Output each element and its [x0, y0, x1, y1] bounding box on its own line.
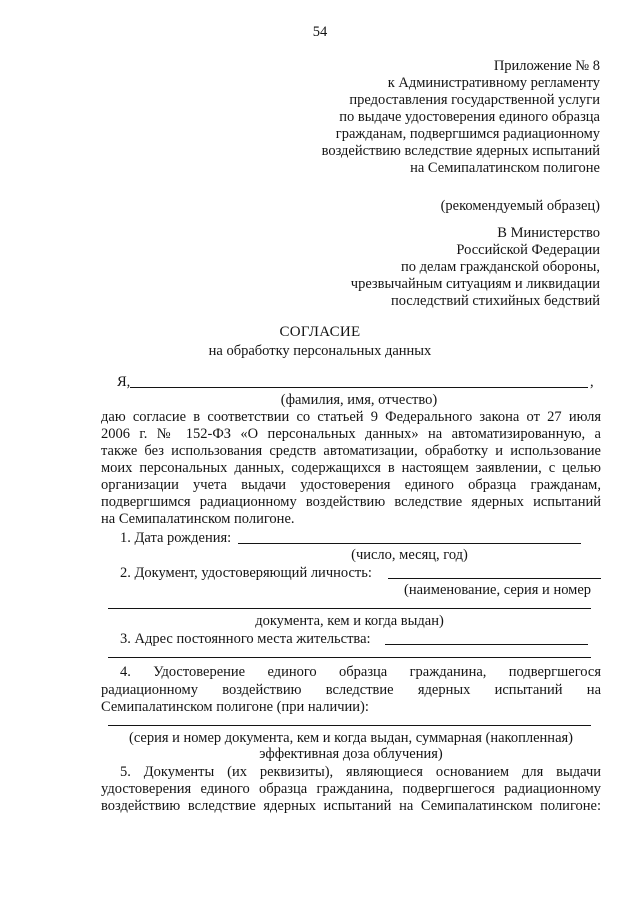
certificate-caption-2: эффективная доза облучения): [259, 746, 443, 762]
page-number: 54: [312, 24, 328, 40]
birth-date-label: 1. Дата рождения:: [120, 530, 232, 546]
appendix-line: на Семипалатинском полигоне: [410, 160, 600, 176]
residence-address-label: 3. Адрес постоянного места жительства:: [120, 631, 371, 647]
appendix-line: по выдаче удостоверения единого образца: [339, 109, 600, 125]
appendix-line: гражданам, подвергшимся радиационному: [335, 126, 600, 142]
addressee-line: чрезвычайным ситуациям и ликвидации: [350, 276, 600, 292]
consent-paragraph: [101, 409, 601, 528]
recommended-text: (рекомендуемый образец): [440, 198, 600, 214]
consent-line: 2006 г. № 152-ФЗ «О персональных данных» на автоматизированную, а: [101, 426, 601, 442]
item4-line-3: Семипалатинском полигоне (при наличии):: [101, 699, 369, 715]
addressee-block: [351, 225, 600, 310]
fio-suffix: ,: [590, 374, 594, 390]
appendix-line: Приложение № 8: [493, 58, 600, 74]
identity-document-caption-2: документа, кем и когда выдан): [255, 613, 444, 629]
appendix-line: предоставления государственной услуги: [349, 92, 600, 108]
consent-line: моих персональных данных, содержащихся в настоящем заявлении, с целью: [101, 460, 601, 476]
item5-line-2: удостоверения единого образца гражданина, подвергшегося радиационному: [101, 781, 601, 797]
consent-line: также без использования средств автоматизации, обработку и использование: [101, 443, 601, 459]
consent-line: организации учета выдачи удостоверения единого образца гражданам,: [101, 477, 601, 493]
addressee-line: В Министерство: [497, 225, 600, 241]
residence-address-field-line-2[interactable]: [108, 657, 591, 658]
fio-field-line[interactable]: [130, 387, 588, 388]
consent-line: подвергшимся радиационному воздействию вследствие ядерных испытаний: [101, 494, 601, 510]
item5-line-1: 5. Документы (их реквизиты), являющиеся основанием для выдачи: [120, 764, 601, 780]
addressee-line: Российской Федерации: [456, 242, 600, 258]
recommended-sample-note: [441, 198, 600, 215]
residence-address-field-line[interactable]: [385, 644, 588, 645]
appendix-header: [322, 58, 600, 177]
consent-line: даю согласие в соответствии со статьей 9 Федерального закона от 27 июля: [101, 409, 601, 425]
item5-line-3: воздействию вследствие ядерных испытаний на Семипалатинском полигоне:: [101, 798, 601, 814]
appendix-line: к Административному регламенту: [387, 75, 600, 91]
identity-document-field-line-2[interactable]: [108, 608, 591, 609]
certificate-field-line[interactable]: [108, 725, 591, 726]
fio-caption: (фамилия, имя, отчество): [280, 392, 438, 408]
item4-line-1: 4. Удостоверение единого образца гражданина, подвергшегося: [120, 664, 601, 680]
birth-date-caption: (число, месяц, год): [351, 547, 468, 563]
addressee-line: последствий стихийных бедствий: [390, 293, 600, 309]
document-subtitle: на обработку персональных данных: [208, 343, 432, 359]
addressee-line: по делам гражданской обороны,: [400, 259, 600, 275]
item4-line-2: радиационному воздействию вследствие ядерных испытаний на: [101, 682, 601, 698]
identity-document-label: 2. Документ, удостоверяющий личность:: [120, 565, 372, 581]
fio-prefix: Я,: [117, 374, 131, 390]
certificate-caption-1: (серия и номер документа, кем и когда выдан, суммарная (накопленная): [128, 730, 574, 746]
document-title: СОГЛАСИЕ: [279, 324, 361, 340]
identity-document-field-line[interactable]: [388, 578, 601, 579]
identity-document-caption-1: (наименование, серия и номер: [404, 582, 592, 598]
appendix-line: воздействию вследствие ядерных испытаний: [321, 143, 600, 159]
consent-last-line: на Семипалатинском полигоне.: [101, 511, 295, 527]
birth-date-field-line[interactable]: [238, 543, 581, 544]
